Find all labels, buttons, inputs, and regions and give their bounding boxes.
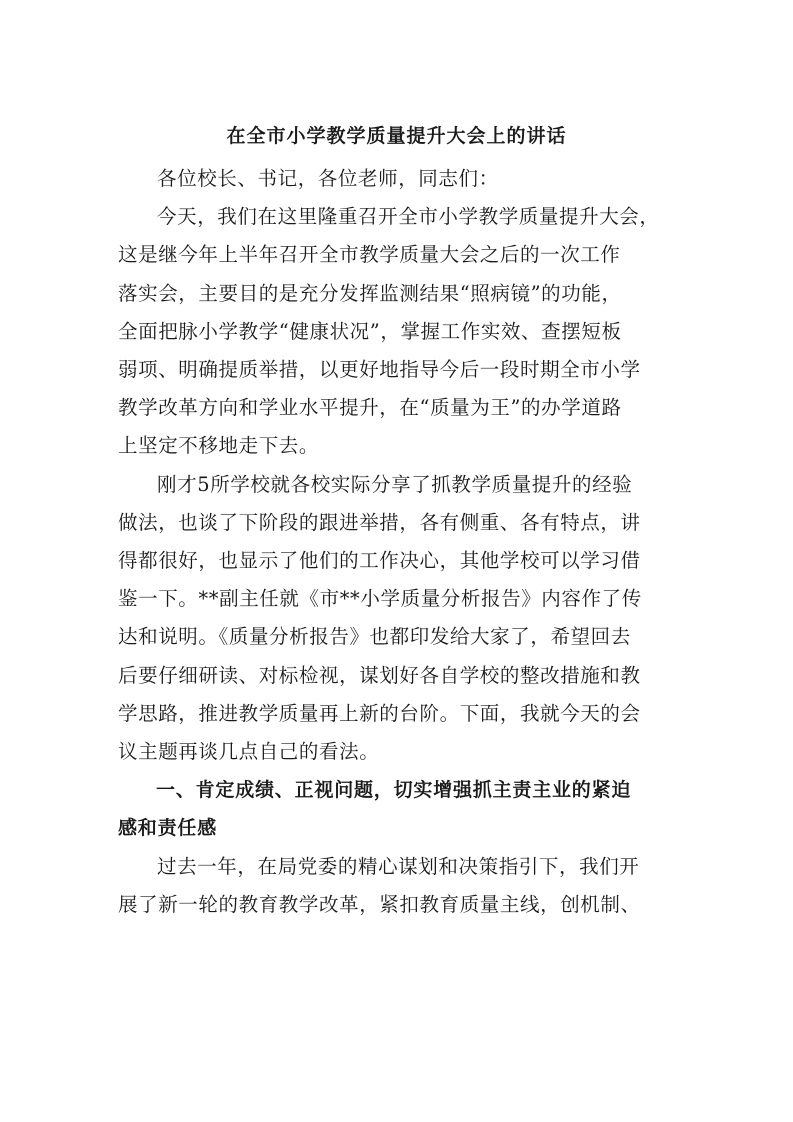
salutation: 各位校长、书记，各位老师，同志们： bbox=[157, 167, 499, 190]
section-heading-one: 一、肯定成绩、正视问题，切实增强抓主责主业的紧迫 感和责任感 bbox=[118, 779, 632, 840]
paragraph-school-sharing: 刚才5所学校就各校实际分享了抓教学质量提升的经验 做法，也谈了下阶段的跟进举措，各有侧重、各有特点，讲 得都很好，也显示了他们的工作决心，其他学校可以学习借 鉴一下。**副主任就《市**小学质量分析报告》内容作了传 达和说明。《质量分析报告》也都印发给大家了，希望回去 后要仔细研读、对标检视，谋划好各自学校的整改措施和教 学思路，推进教学质量再上新的台阶。下面，我就今天的会 议主题再谈几点自己的看法。 bbox=[118, 472, 642, 764]
document-title: 在全市小学教学质量提升大会上的讲话 bbox=[226, 125, 567, 147]
paragraph-section-one: 过去一年，在局党委的精心谋划和决策指引下，我们开 展了新一轮的教育教学改革，紧扣教育质量主线，创机制、 bbox=[118, 854, 641, 916]
paragraph-opening: 今天，我们在这里隆重召开全市小学教学质量提升大会， 这是继今年上半年召开全市教学质量大会之后的一次工作 落实会，主要目的是充分发挥监测结果“照病镜”的功能， 全面把脉小学教学“健康状况”，掌握工作实效、查摆短板 弱项、明确提质举措，以更好地指导今后一段时期全市小学 教学改革方向和学业水平提升，在“质量为王”的办学道路 上坚定不移地走下去。 bbox=[118, 205, 660, 458]
